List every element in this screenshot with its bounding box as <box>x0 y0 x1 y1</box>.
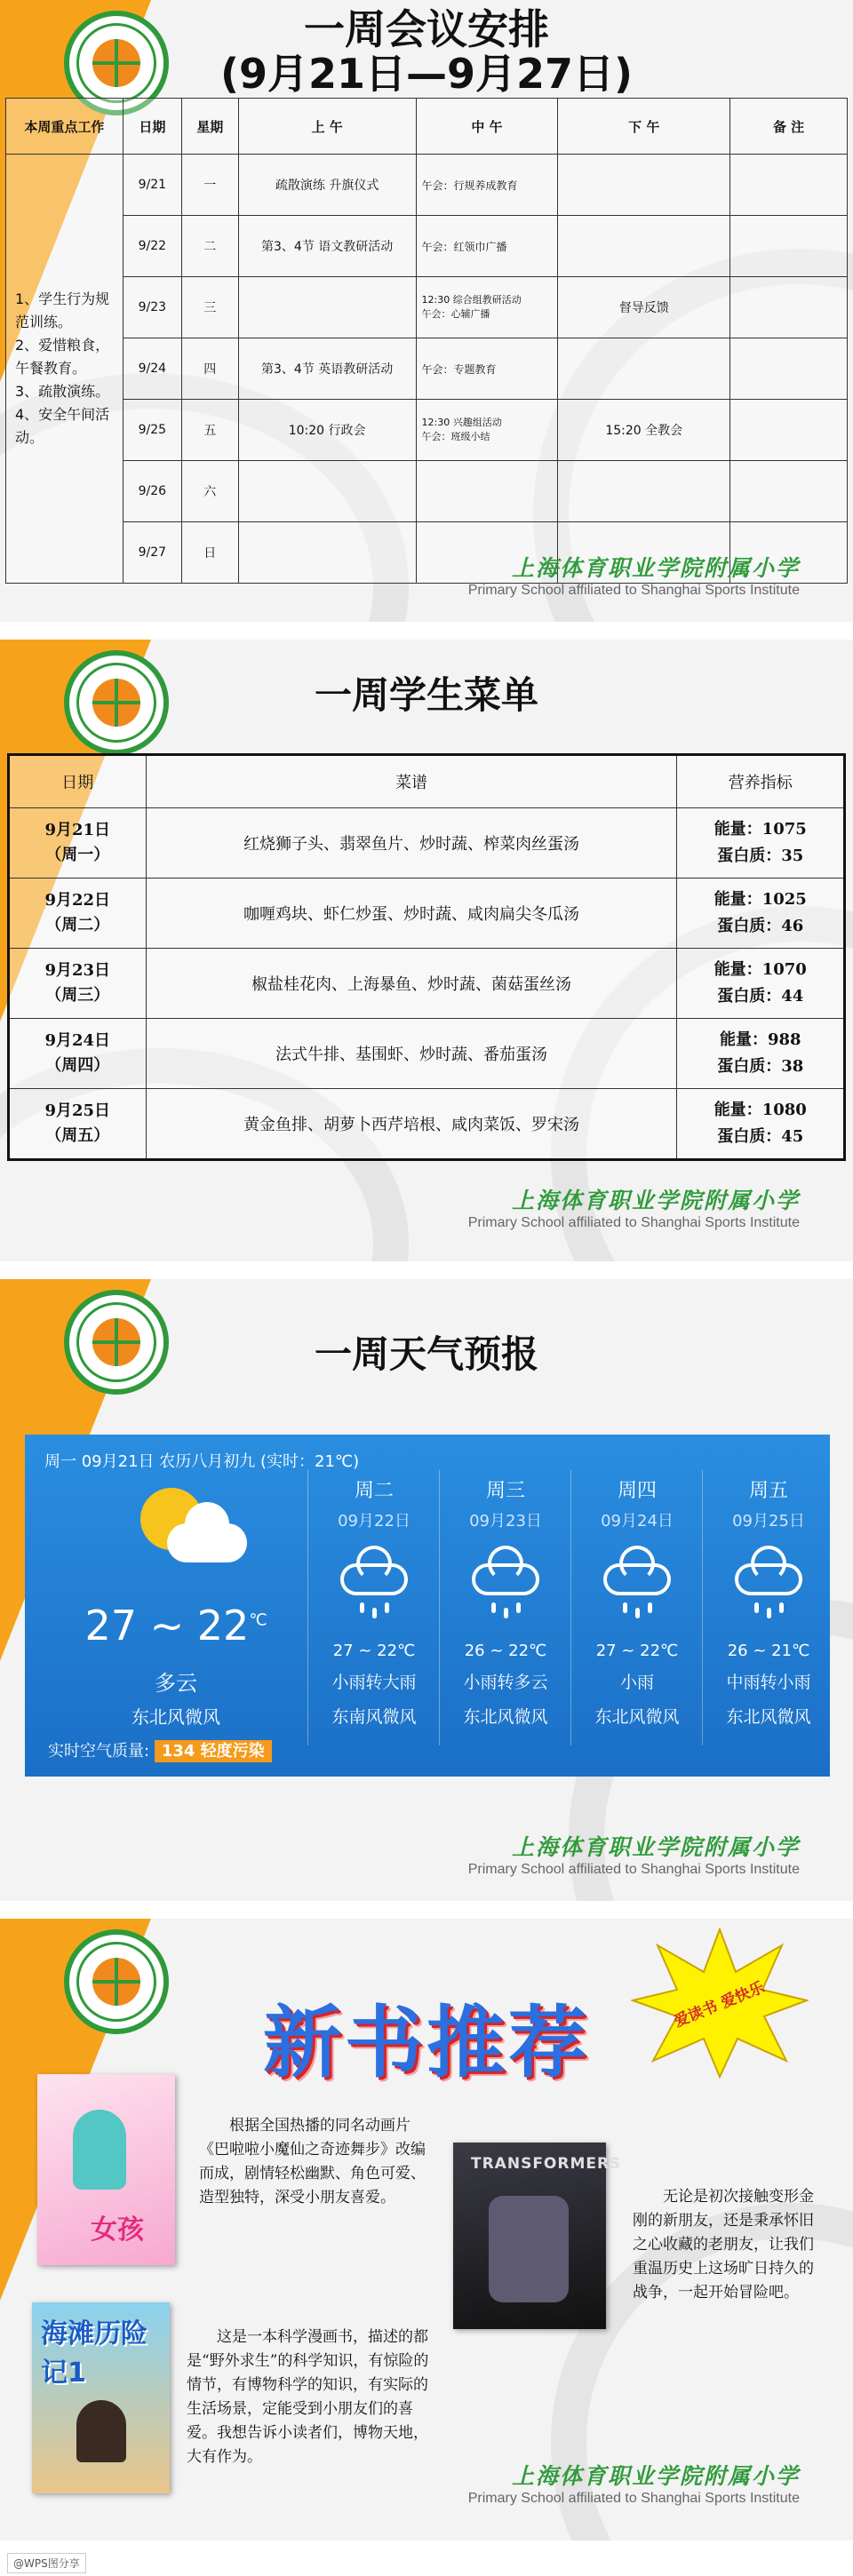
menu-weekday: （周一） <box>45 846 110 864</box>
menu-dishes: 椒盐桂花肉、上海暴鱼、炒时蔬、菌菇蛋丝汤 <box>146 949 677 1019</box>
forecast-date: 09月25日 <box>732 1512 805 1530</box>
meeting-note <box>730 461 848 522</box>
menu-header-date: 日期 <box>9 755 147 808</box>
header-am: 上 午 <box>238 99 416 155</box>
meeting-noon: 12:30 综合组教研活动 午会：心辅广播 <box>416 277 558 338</box>
starburst-badge <box>631 1928 809 2079</box>
meeting-note <box>730 155 848 216</box>
today-temp: 27 ~ 22℃ <box>84 1602 267 1650</box>
meeting-am: 第3、4节 语文教研活动 <box>238 216 416 277</box>
meeting-header-row <box>6 99 848 155</box>
menu-date-cell <box>9 808 147 879</box>
header-note: 备 注 <box>730 99 848 155</box>
meeting-row <box>6 277 848 338</box>
forecast-day <box>307 1470 440 1745</box>
menu-dishes: 法式牛排、基围虾、炒时蔬、番茄蛋汤 <box>146 1019 677 1089</box>
header-focus: 本周重点工作 <box>6 99 124 155</box>
book1-description: 根据全国热播的同名动画片《巴啦啦小魔仙之奇迹舞步》改编而成，剧情轻松幽默、角色可爱、造型独特，深受小朋友喜爱。 <box>199 2117 426 2206</box>
menu-table <box>7 753 846 1161</box>
school-name-cn: 上海体育职业学院附属小学 <box>511 2463 800 2489</box>
meeting-title-line1: 一周会议安排 <box>304 5 549 53</box>
weather-title: 一周天气预报 <box>314 1332 538 1376</box>
forecast-temp: 26 ~ 21℃ <box>727 1642 810 1660</box>
meeting-row <box>6 400 848 461</box>
header-weekday: 星期 <box>181 99 238 155</box>
forecast-day <box>570 1470 703 1745</box>
menu-date-cell <box>9 879 147 949</box>
meeting-date: 9/27 <box>123 522 181 584</box>
menu-row <box>9 879 845 949</box>
meeting-weekday: 三 <box>181 277 238 338</box>
meeting-title-line2: (9月21日—9月27日) <box>219 50 634 98</box>
menu-weekday: （周五） <box>45 1126 110 1145</box>
menu-header-dishes: 菜谱 <box>146 755 677 808</box>
meeting-am <box>238 522 416 584</box>
forecast-weekday: 周三 <box>485 1480 525 1502</box>
menu-date: 9月22日 <box>44 891 111 910</box>
book-cover-1 <box>37 2074 175 2265</box>
school-name <box>468 1183 800 1231</box>
menu-nutrition-cell <box>677 949 845 1019</box>
rain-cloud-icon <box>733 1551 804 1622</box>
school-name-cn: 上海体育职业学院附属小学 <box>511 1834 800 1860</box>
menu-dishes: 红烧狮子头、翡翠鱼片、炒时蔬、榨菜肉丝蛋汤 <box>146 808 677 879</box>
footer-watermark: @WPS图分享 <box>7 2553 86 2573</box>
rain-cloud-icon <box>339 1551 410 1622</box>
meeting-noon <box>416 461 558 522</box>
meeting-pm <box>558 461 730 522</box>
meeting-weekday: 一 <box>181 155 238 216</box>
forecast-date: 09月22日 <box>338 1512 411 1530</box>
meeting-date: 9/23 <box>123 277 181 338</box>
menu-protein: 蛋白质：45 <box>717 1127 804 1146</box>
meeting-noon: 12:30 兴趣组活动 午会：班级小结 <box>416 400 558 461</box>
meeting-title <box>0 7 853 96</box>
school-name-cn: 上海体育职业学院附属小学 <box>511 1188 800 1213</box>
meeting-weekday: 六 <box>181 461 238 522</box>
menu-protein: 蛋白质：38 <box>717 1057 804 1076</box>
meeting-pm <box>558 338 730 400</box>
meeting-pm <box>558 216 730 277</box>
forecast-condition: 小雨转多云 <box>463 1673 548 1692</box>
meeting-date: 9/25 <box>123 400 181 461</box>
meeting-noon: 午会：行规养成教育 <box>416 155 558 216</box>
menu-dishes: 咖喱鸡块、虾仁炒蛋、炒时蔬、咸肉扁尖冬瓜汤 <box>146 879 677 949</box>
meeting-note <box>730 216 848 277</box>
menu-date: 9月24日 <box>44 1031 111 1050</box>
header-date: 日期 <box>123 99 181 155</box>
book-cover-3 <box>453 2143 622 2329</box>
meeting-note <box>730 277 848 338</box>
menu-date: 9月25日 <box>44 1101 111 1120</box>
menu-date: 9月23日 <box>44 961 111 980</box>
menu-nutrition-cell <box>677 1089 845 1160</box>
forecast-temp: 27 ~ 22℃ <box>595 1642 679 1660</box>
meeting-row <box>6 461 848 522</box>
books-slide <box>0 1919 853 2540</box>
book-cover-2-title: 海滩历险记1 <box>41 2318 147 2389</box>
weather-header: 周一 09月21日 农历八月初九 (实时：21℃) <box>44 1452 360 1471</box>
forecast-temp: 27 ~ 22℃ <box>332 1642 416 1660</box>
meeting-slide <box>0 0 853 622</box>
school-logo <box>64 1929 169 2034</box>
meeting-weekday: 二 <box>181 216 238 277</box>
meeting-weekday: 日 <box>181 522 238 584</box>
menu-date: 9月21日 <box>44 821 111 839</box>
meeting-pm: 15:20 全教会 <box>558 400 730 461</box>
school-name-en: Primary School affiliated to Shanghai Sports Institute <box>467 583 800 598</box>
meeting-weekday: 五 <box>181 400 238 461</box>
meeting-date: 9/22 <box>123 216 181 277</box>
meeting-note <box>730 338 848 400</box>
menu-title: 一周学生菜单 <box>314 673 538 717</box>
meeting-noon: 午会：专题教育 <box>416 338 558 400</box>
forecast-date: 09月24日 <box>601 1512 674 1530</box>
meeting-weekday: 四 <box>181 338 238 400</box>
meeting-row <box>6 155 848 216</box>
forecast-condition: 小雨 <box>619 1673 654 1692</box>
menu-energy: 能量：1070 <box>713 960 807 979</box>
books-title: 新书推荐 <box>262 1996 590 2088</box>
menu-date-cell <box>9 1019 147 1089</box>
school-name <box>468 2459 800 2507</box>
forecast-condition: 中雨转小雨 <box>726 1673 811 1692</box>
rain-cloud-icon <box>470 1551 541 1622</box>
forecast-temp: 26 ~ 22℃ <box>464 1642 547 1660</box>
header-noon: 中 午 <box>416 99 558 155</box>
weather-slide <box>0 1279 853 1901</box>
weather-widget <box>25 1435 830 1777</box>
menu-weekday: （周三） <box>45 986 110 1005</box>
menu-nutrition-cell <box>677 808 845 879</box>
weekly-focus: 1、学生行为规范训练。 2、爱惜粮食，午餐教育。 3、疏散演练。 4、安全午间活动。 <box>6 155 124 584</box>
meeting-pm: 督导反馈 <box>558 277 730 338</box>
forecast-wind: 东南风微风 <box>331 1707 417 1727</box>
school-name <box>468 1830 800 1878</box>
meeting-date: 9/21 <box>123 155 181 216</box>
menu-protein: 蛋白质：46 <box>717 917 804 935</box>
menu-dishes: 黄金鱼排、胡萝卜西芹培根、咸肉菜饭、罗宋汤 <box>146 1089 677 1160</box>
meeting-am: 疏散演练 升旗仪式 <box>238 155 416 216</box>
today-temp-unit: ℃ <box>249 1610 267 1630</box>
today-aqi <box>48 1738 272 1761</box>
meeting-table <box>5 98 848 584</box>
today-wind: 东北风微风 <box>132 1706 220 1728</box>
menu-weekday: （周四） <box>45 1056 110 1075</box>
book2-description: 这是一本科学漫画书，描述的都是“野外求生”的科学知识，有惊险的情节，有博物科学的知识，有实际的生活场景，定能受到小朋友们的喜爱。我想告诉小读者们，博物天地，大有作为。 <box>187 2328 429 2466</box>
meeting-noon: 午会：红领巾广播 <box>416 216 558 277</box>
forecast-weekday: 周四 <box>617 1480 657 1502</box>
menu-header-nutrition: 营养指标 <box>677 755 845 808</box>
aqi-label: 实时空气质量: <box>48 1742 150 1761</box>
aqi-badge: 134 轻度污染 <box>155 1740 272 1762</box>
menu-row <box>9 1089 845 1160</box>
meeting-date: 9/26 <box>123 461 181 522</box>
rain-cloud-icon <box>602 1551 673 1622</box>
menu-row <box>9 949 845 1019</box>
book-cover-1-title: 女孩 <box>91 2214 144 2246</box>
school-name-en: Primary School affiliated to Shanghai Sports Institute <box>467 1215 800 1230</box>
menu-weekday: （周二） <box>45 916 110 934</box>
meeting-pm <box>558 155 730 216</box>
meeting-am <box>238 461 416 522</box>
meeting-row <box>6 216 848 277</box>
header-pm: 下 午 <box>558 99 730 155</box>
forecast-wind: 东北风微风 <box>463 1707 548 1727</box>
today-condition: 多云 <box>155 1671 197 1696</box>
forecast-wind: 东北风微风 <box>726 1707 811 1727</box>
book-cover-3-title: TRANSFORMERS <box>471 2155 622 2173</box>
forecast-weekday: 周二 <box>354 1480 394 1502</box>
menu-nutrition-cell <box>677 879 845 949</box>
menu-header-row <box>9 755 845 808</box>
book3-description: 无论是初次接触变形金刚的新朋友，还是秉承怀旧之心收藏的老朋友，让我们重温历史上这场旷日持久的战争，一起开始冒险吧。 <box>633 2188 814 2302</box>
forecast-day <box>702 1470 834 1745</box>
menu-date-cell <box>9 1089 147 1160</box>
forecast-weekday: 周五 <box>748 1480 788 1502</box>
school-name <box>468 551 800 599</box>
menu-nutrition-cell <box>677 1019 845 1089</box>
menu-protein: 蛋白质：44 <box>717 987 804 1006</box>
menu-date-cell <box>9 949 147 1019</box>
meeting-row <box>6 338 848 400</box>
menu-energy: 能量：988 <box>719 1030 801 1049</box>
menu-slide <box>0 640 853 1261</box>
meeting-am: 第3、4节 英语教研活动 <box>238 338 416 400</box>
meeting-am <box>238 277 416 338</box>
menu-row <box>9 808 845 879</box>
meeting-date: 9/24 <box>123 338 181 400</box>
menu-energy: 能量：1025 <box>713 890 807 909</box>
menu-protein: 蛋白质：35 <box>717 847 804 865</box>
meeting-note <box>730 400 848 461</box>
forecast-condition: 小雨转大雨 <box>331 1673 417 1692</box>
forecast-day <box>439 1470 571 1745</box>
forecast-date: 09月23日 <box>469 1512 542 1530</box>
school-name-en: Primary School affiliated to Shanghai Sports Institute <box>467 2491 800 2506</box>
book-cover-2 <box>32 2302 170 2493</box>
school-name-en: Primary School affiliated to Shanghai Sports Institute <box>467 1862 800 1877</box>
slogan-text: 爱读书 爱快乐 <box>671 1978 768 2031</box>
menu-energy: 能量：1075 <box>713 820 807 839</box>
menu-row <box>9 1019 845 1089</box>
school-name-cn: 上海体育职业学院附属小学 <box>511 555 800 581</box>
meeting-am: 10:20 行政会 <box>238 400 416 461</box>
forecast-wind: 东北风微风 <box>594 1707 680 1727</box>
menu-energy: 能量：1080 <box>713 1101 807 1119</box>
